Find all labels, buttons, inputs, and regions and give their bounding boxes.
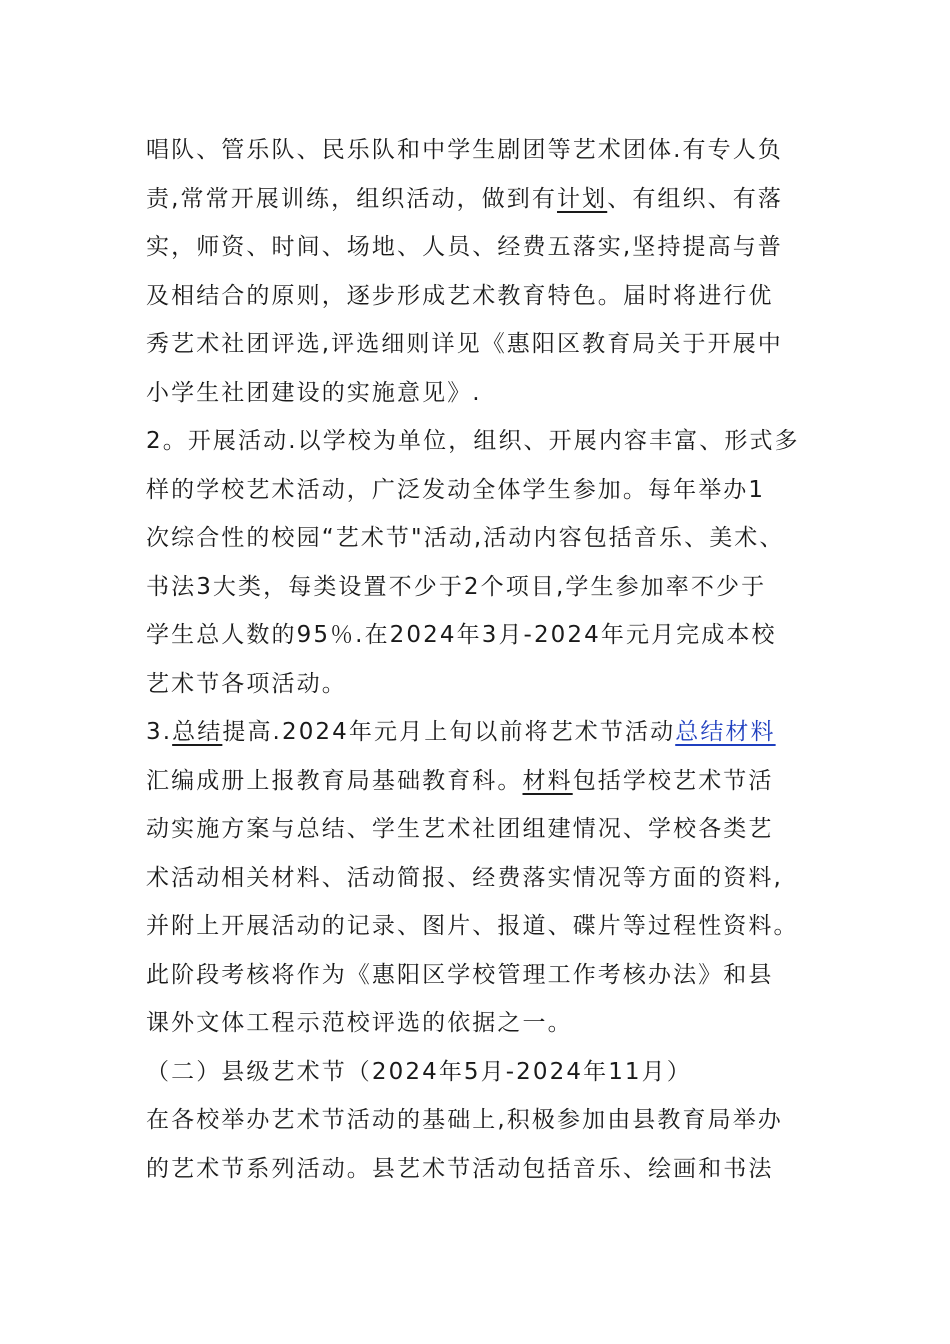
underlined-term: 计划 — [557, 185, 608, 212]
text-run: 包括学校艺术节活 — [572, 767, 774, 794]
text-run: 学生总人数的95％.在2024年3月-2024年元月完成本校 — [146, 622, 777, 648]
text-line — [146, 902, 826, 951]
text-run: 小学生社团建设的实施意见》. — [146, 379, 482, 406]
document-body — [146, 126, 826, 1193]
text-line — [146, 1096, 826, 1145]
text-line — [146, 223, 826, 272]
text-run: 责,常常开展训练，组织活动，做到有 — [146, 185, 558, 212]
text-run: 课外文体工程示范校评选的依据之一。 — [146, 1010, 573, 1036]
text-line — [146, 951, 826, 1000]
hyperlink-term[interactable]: 总结材料 — [675, 719, 776, 745]
text-line — [146, 611, 826, 660]
text-run: 在各校举办艺术节活动的基础上,积极参加由县教育局举办 — [146, 1107, 783, 1133]
text-run: 2。开展活动.以学校为单位，组织、开展内容丰富、形式多 — [146, 428, 800, 454]
text-line — [146, 272, 826, 321]
text-run: 唱队、管乐队、民乐队和中学生剧团等艺术团体.有专人负 — [146, 137, 783, 163]
text-line — [146, 126, 826, 175]
text-run: 的艺术节系列活动。县艺术节活动包括音乐、绘画和书法 — [146, 1155, 774, 1182]
text-line — [146, 563, 826, 612]
text-run: 样的学校艺术活动，广泛发动全体学生参加。每年举办1 — [146, 476, 766, 503]
text-run: 此阶段考核将作为《惠阳区学校管理工作考核办法》和县 — [146, 961, 774, 988]
text-line — [146, 805, 826, 854]
text-run: 秀艺术社团评选,评选细则详见《惠阳区教育局关于开展中 — [146, 331, 783, 357]
text-run: 术活动相关材料、活动简报、经费落实情况等方面的资料, — [146, 864, 783, 891]
text-run: 提高.2024年元月上旬以前将艺术节活动 — [222, 719, 676, 745]
text-line — [146, 708, 826, 757]
text-line — [146, 514, 826, 563]
text-run: 艺术节各项活动。 — [146, 670, 347, 697]
text-run: 3. — [146, 719, 173, 745]
text-run: 实，师资、时间、场地、人员、经费五落实,坚持提高与普 — [146, 234, 783, 260]
text-line — [146, 999, 826, 1048]
text-line — [146, 417, 826, 466]
text-run: 、有组织、有落 — [607, 185, 783, 212]
text-line — [146, 466, 826, 515]
text-run: 汇编成册上报教育局基础教育科。 — [146, 767, 523, 794]
text-run: 动实施方案与总结、学生艺术社团组建情况、学校各类艺 — [146, 816, 774, 842]
text-run: 书法3大类，每类设置不少于2个项目,学生参加率不少于 — [146, 573, 767, 600]
text-line — [146, 854, 826, 903]
text-line — [146, 757, 826, 806]
text-line — [146, 1048, 826, 1097]
text-line — [146, 175, 826, 224]
text-line — [146, 1145, 826, 1194]
text-run: 及相结合的原则，逐步形成艺术教育特色。届时将进行优 — [146, 282, 774, 309]
text-run: （二）县级艺术节（2024年5月-2024年11月） — [146, 1058, 692, 1085]
underlined-term: 总结 — [172, 719, 223, 745]
text-run: 次综合性的校园“艺术节"活动,活动内容包括音乐、美术、 — [146, 525, 785, 551]
text-line — [146, 369, 826, 418]
text-line — [146, 320, 826, 369]
underlined-term: 材料 — [522, 767, 573, 794]
text-run: 并附上开展活动的记录、图片、报道、碟片等过程性资料。 — [146, 913, 799, 939]
text-line — [146, 660, 826, 709]
